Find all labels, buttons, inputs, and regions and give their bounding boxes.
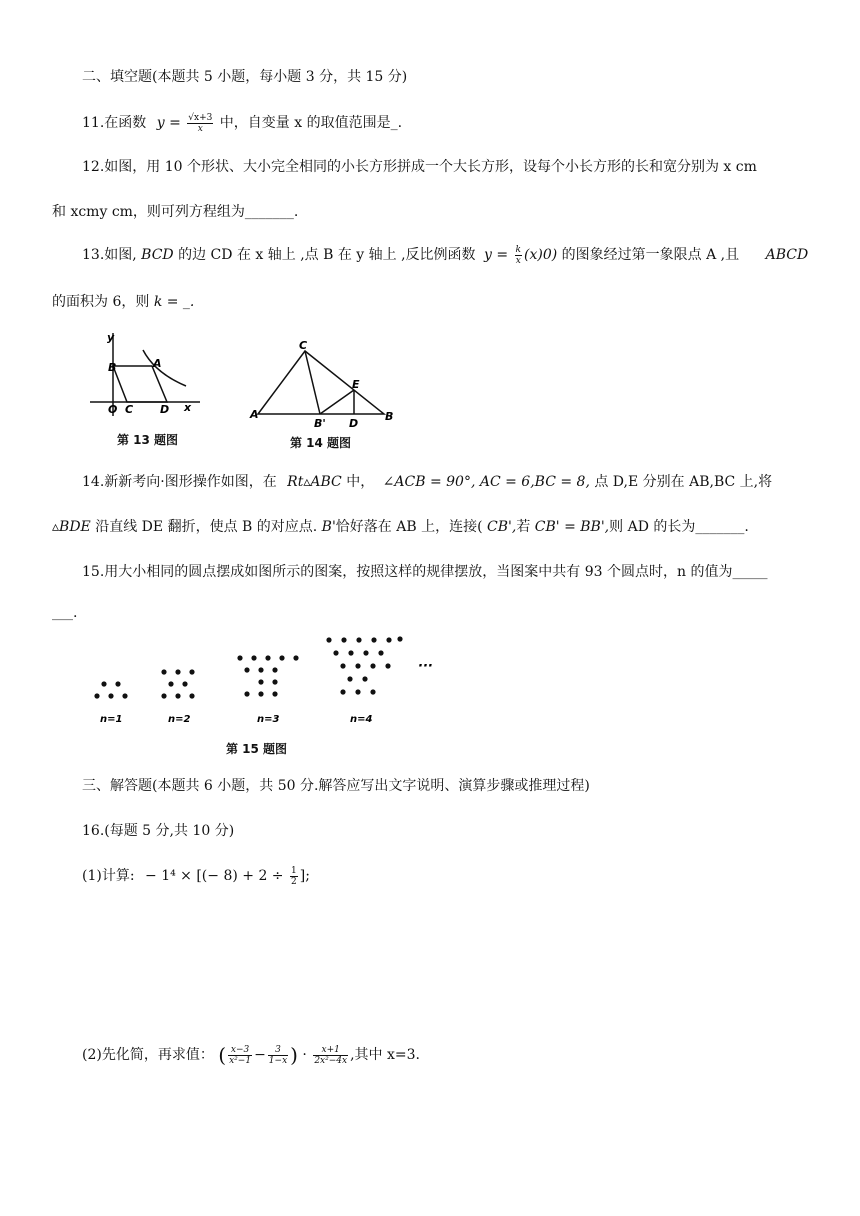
q13-bcd: BCD [141, 247, 174, 263]
q16-fraction-1-denominator: x²−1 [229, 1055, 252, 1066]
question-12-line-2: 和 xcmy cm，则可列方程组为_______. [52, 204, 299, 220]
q14-b-prime: B' [321, 519, 336, 535]
figure-14-caption: 第 14 题图 [290, 436, 352, 450]
question-14-line-2 [52, 518, 749, 536]
question-15-line-2: ___. [52, 605, 78, 621]
q16-part-1-expression-end: ]; [299, 868, 310, 884]
figure-13 [85, 328, 210, 423]
q13-condition: (x)0) [524, 247, 558, 263]
q16-part-1-expression: − 1⁴ × [(− 8) + 2 ÷ [145, 868, 284, 884]
q13-line-2-text: 的面积为 6，则 [52, 294, 150, 310]
q16-fraction-3-numerator: x+1 [313, 1045, 348, 1056]
fig13-label-C: C [125, 403, 134, 416]
figure-13-caption: 第 13 题图 [117, 433, 179, 447]
q13-fraction-numerator: k [515, 244, 522, 255]
figure-15 [80, 630, 450, 730]
q13-k-equals: k = _. [153, 294, 195, 310]
q14-angle-condition: ∠ACB = 90°, AC = 6,BC = 8, [382, 474, 590, 490]
q16-part-2-right-paren: ) [290, 1043, 298, 1067]
q14-line-2-a: 沿直线 DE 翻折，使点 B 的对应点. [95, 519, 318, 535]
fig14-triangle-abc [258, 351, 384, 414]
q14-triangle-bde: ▵BDE [52, 519, 91, 535]
q16-part-2-label: (2)先化简，再求值： [82, 1047, 214, 1063]
q11-fraction-denominator: x [197, 123, 203, 134]
fig13-label-O: O [108, 403, 118, 416]
fig14-label-D: D [349, 417, 359, 428]
fig13-label-y: y [107, 331, 115, 344]
q16-part-1-label: (1)计算: [82, 868, 135, 884]
q11-fraction [187, 113, 213, 134]
question-16-part-1 [82, 862, 310, 890]
q16-part-2-left-paren: ( [218, 1043, 227, 1067]
fig15-label-n3: n=3 [257, 714, 280, 725]
fig13-label-D: D [160, 403, 170, 416]
fig13-parallelogram [113, 366, 167, 402]
fig15-pattern-1 [94, 681, 127, 698]
question-12-line-1: 12.如图，用 10 个形状、大小完全相同的小长方形拼成一个大长方形，设每个小长方形的长和宽分别为 x cm [82, 159, 757, 175]
q16-fraction-2-numerator: 3 [268, 1045, 288, 1056]
q16-part-2-tail: ,其中 x=3. [350, 1047, 420, 1063]
question-16-header: 16.(每题 5 分,共 10 分) [82, 823, 235, 839]
question-13-line-2 [52, 293, 194, 311]
fig13-label-x: x [184, 401, 192, 414]
fig15-label-n1: n=1 [100, 714, 123, 725]
q14-line-1-b: 中， [346, 474, 375, 490]
q16-part-1-fraction-numerator: 1 [291, 865, 297, 876]
question-16-part-2 [82, 1041, 420, 1069]
fig14-label-B: B [385, 410, 394, 423]
fig15-label-n2: n=2 [168, 714, 191, 725]
q16-part-2-fraction-1 [228, 1045, 252, 1066]
question-13-line-1 [82, 240, 808, 270]
fig13-label-A: A [153, 357, 162, 370]
question-14-line-1 [82, 473, 772, 491]
fig15-pattern-2 [161, 669, 194, 698]
q16-part-1-fraction [290, 866, 298, 887]
q13-after: 的图象经过第一象限点 A ,且 [561, 247, 740, 263]
q13-fraction-denominator: x [515, 255, 521, 266]
q11-fraction-numerator: √x+3 [188, 112, 213, 123]
q13-function-y: y = [484, 247, 509, 263]
fig14-label-A: A [250, 408, 259, 421]
fig13-label-B: B [108, 361, 117, 374]
q14-cb-prime: CB', [487, 519, 517, 535]
q16-fraction-3-denominator: 2x²−4x [314, 1055, 348, 1066]
fig15-label-n4: n=4 [350, 714, 373, 725]
q14-line-2-c: 若 [516, 519, 531, 535]
q14-line-1-c: 点 D,E 分别在 AB,BC 上,将 [594, 474, 773, 490]
q16-fraction-1-numerator: x−3 [228, 1045, 252, 1056]
section-2-header: 二、填空题(本题共 5 小题，每小题 3 分，共 15 分) [82, 69, 408, 85]
q16-part-2-minus: − [254, 1047, 266, 1063]
q14-line-2-b: 恰好落在 AB 上，连接( [335, 519, 483, 535]
fig14-label-B-prime: B' [314, 417, 326, 428]
figure-14 [248, 338, 398, 428]
q13-prefix: 13.如图, [82, 247, 137, 263]
q14-cb-equals-bb: CB' = BB', [534, 519, 610, 535]
q13-abcd: ABCD [765, 247, 809, 263]
q13-fraction [515, 245, 522, 266]
q11-prefix: 11.在函数 [82, 115, 147, 131]
q11-suffix: 中，自变量 x 的取值范围是_. [219, 115, 403, 131]
q14-line-1-a: 14.新新考向·图形操作如图，在 [82, 474, 277, 490]
q11-function-y: y = [156, 115, 181, 131]
q16-part-2-fraction-2 [268, 1045, 288, 1066]
fig15-ellipsis: ··· [418, 659, 433, 674]
q16-fraction-2-denominator: 1−x [268, 1055, 288, 1066]
fig15-pattern-4 [326, 636, 402, 694]
q16-part-1-fraction-denominator: 2 [291, 876, 297, 887]
question-11 [82, 110, 402, 136]
question-15-line-1: 15.用大小相同的圆点摆成如图所示的图案，按照这样的规律摆放，当图案中共有 93 个圆点时，n 的值为_____ [82, 564, 768, 580]
fig14-segment-b-prime-e [320, 390, 354, 414]
q16-part-2-dot: · [302, 1047, 307, 1063]
fig13-hyperbola [143, 350, 186, 386]
figure-15-caption: 第 15 题图 [226, 742, 288, 756]
fig15-pattern-3 [237, 655, 298, 696]
q14-rt-abc: Rt▵ABC [287, 474, 342, 490]
section-3-header: 三、解答题(本题共 6 小题，共 50 分.解答应写出文字说明、演算步骤或推理过程) [82, 778, 590, 794]
q13-mid: 的边 CD 在 x 轴上 ,点 B 在 y 轴上 ,反比例函数 [178, 247, 476, 263]
fig14-label-E: E [352, 378, 360, 391]
fig14-label-C: C [299, 339, 308, 352]
q14-line-2-d: 则 AD 的长为_______. [609, 519, 749, 535]
q16-part-2-fraction-3 [313, 1045, 348, 1066]
